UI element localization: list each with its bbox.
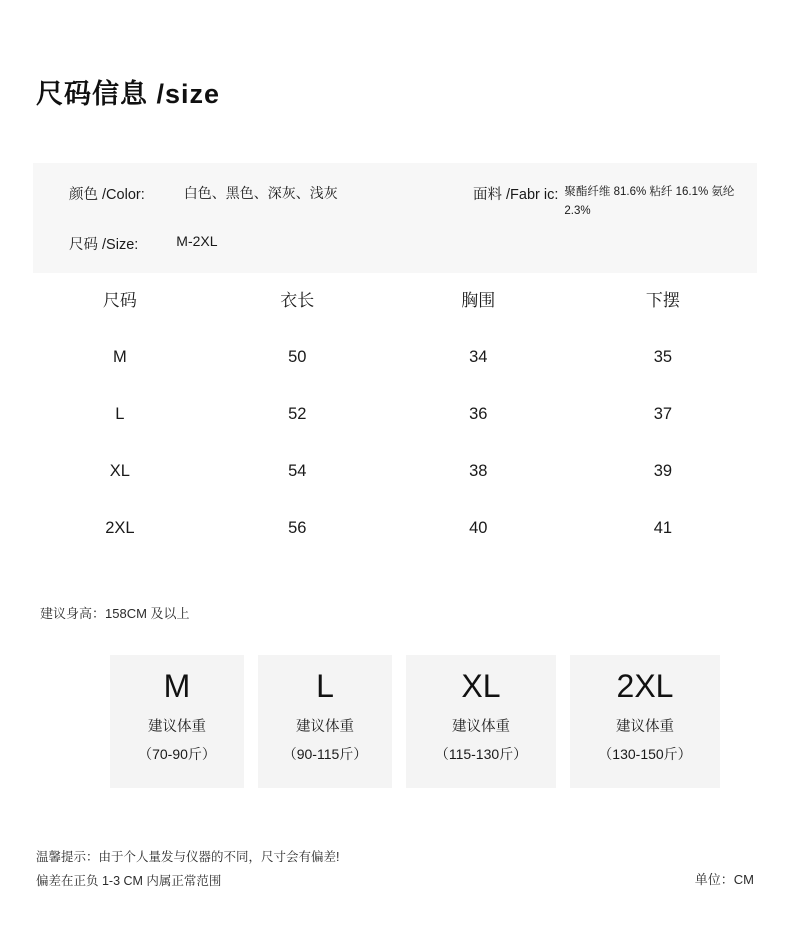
weight-card-size: L: [316, 668, 334, 704]
table-row: [33, 329, 757, 386]
weight-card-size: 2XL: [616, 668, 674, 704]
weight-card-label: 建议体重: [616, 719, 674, 735]
weight-card-range: （70-90斤）: [138, 746, 216, 762]
weight-card-m: [110, 655, 244, 788]
column-header-hem: 下摆: [645, 291, 680, 310]
height-recommendation: 建议身高：158CM 及以上: [40, 606, 190, 621]
column-header-length: 衣长: [280, 291, 315, 310]
color-label: 颜色 /Color:: [69, 187, 145, 203]
cell-hem: 37: [653, 405, 673, 423]
cell-bust: 36: [469, 405, 488, 423]
weight-card-label: 建议体重: [452, 719, 510, 735]
cell-length: 52: [288, 405, 307, 423]
weight-card-label: 建议体重: [148, 719, 206, 735]
color-value: 白色、黑色、深灰、浅灰: [183, 185, 338, 201]
product-info-panel: [33, 163, 757, 273]
size-row: [69, 233, 218, 254]
cell-bust: 34: [469, 348, 488, 366]
cell-hem: 35: [653, 348, 673, 366]
cell-size: L: [115, 405, 125, 423]
weight-recommendation-cards: [110, 655, 720, 788]
cell-hem: 41: [653, 519, 673, 537]
disclaimer-note: [36, 845, 339, 893]
disclaimer-line-1: 温馨提示：由于个人量发与仪器的不同，尺寸会有偏差!: [36, 850, 340, 864]
size-value: M-2XL: [176, 233, 218, 249]
cell-length: 50: [288, 348, 307, 366]
unit-note: 单位：CM: [694, 872, 754, 887]
weight-card-xl: [406, 655, 556, 788]
weight-card-size: XL: [461, 668, 501, 704]
cell-hem: 39: [653, 462, 673, 480]
cell-size: XL: [109, 462, 130, 480]
size-label: 尺码 /Size:: [69, 237, 139, 253]
weight-card-2xl: [570, 655, 720, 788]
cell-bust: 38: [469, 462, 488, 480]
weight-card-range: （90-115斤）: [282, 746, 368, 762]
disclaimer-line-2: 偏差在正负 1-3 CM 内属正常范围: [36, 874, 222, 888]
cell-size: M: [113, 348, 127, 366]
cell-length: 54: [288, 462, 307, 480]
fabric-label: 面料 /Fabr ic:: [473, 187, 559, 203]
cell-size: 2XL: [105, 519, 135, 537]
weight-card-l: [258, 655, 392, 788]
table-row: [33, 386, 757, 443]
size-table: [33, 285, 757, 557]
table-row: [33, 500, 757, 557]
weight-card-range: （130-150斤）: [598, 746, 692, 762]
table-header-row: [33, 285, 757, 329]
fabric-row: [473, 183, 734, 221]
cell-length: 56: [288, 519, 307, 537]
fabric-value: 聚酯纤维 81.6% 粘纤 16.1% 氨纶 2.3%: [564, 186, 735, 217]
color-row: [69, 183, 338, 204]
weight-card-range: （115-130斤）: [434, 746, 528, 762]
table-row: [33, 443, 757, 500]
cell-bust: 40: [469, 519, 488, 537]
column-header-size: 尺码: [102, 291, 137, 310]
weight-card-size: M: [163, 668, 191, 704]
weight-card-label: 建议体重: [296, 719, 354, 735]
page-title: 尺码信息 /size: [36, 79, 221, 109]
column-header-bust: 胸围: [461, 291, 496, 310]
